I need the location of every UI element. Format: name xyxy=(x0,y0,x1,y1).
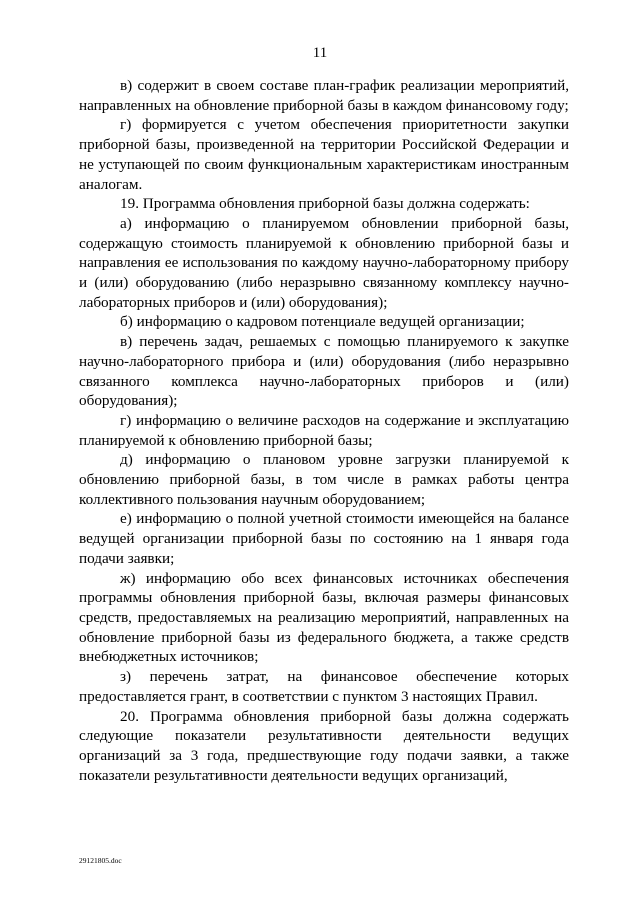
paragraph-19-g: г) информацию о величине расходов на содержание и эксплуатацию планируемой к обновлению приборной базы; xyxy=(79,411,569,449)
paragraph-19-a: а) информацию о планируемом обновлении приборной базы, содержащую стоимость планируемой к обновлению приборной базы и направления ее использования по каждому научно-лабораторному прибору и (или) оборудованию (либо неразрывно связанному комплексу научно-лабораторных приборов и (или) оборудования); xyxy=(79,214,569,311)
paragraph-19-zh: ж) информацию обо всех финансовых источниках обеспечения программы обновления приборной базы, включая размеры финансовых средств, предоставляемых на реализацию мероприятий, направленных на обновление приборной базы из федерального бюджета, а также средств внебюджетных источников; xyxy=(79,569,569,666)
paragraph-19-heading: 19. Программа обновления приборной базы должна содержать: xyxy=(120,195,530,213)
page-number: 11 xyxy=(312,45,328,61)
paragraph-19-v: в) перечень задач, решаемых с помощью планируемого к закупке научно-лабораторного прибора и (или) оборудования (либо неразрывно связанного комплекса научно-лабораторных приборов и (или) оборудования); xyxy=(79,333,569,410)
paragraph-19-b: б) информацию о кадровом потенциале ведущей организации; xyxy=(120,313,525,331)
paragraph-19-e: е) информацию о полной учетной стоимости имеющейся на балансе ведущей организации приборной базы по состоянию на 1 января года подачи заявки; xyxy=(79,510,569,567)
paragraph-v-schedule: в) содержит в своем составе план-график реализации мероприятий, направленных на обновление приборной базы в каждом финансовому году; xyxy=(79,77,569,114)
paragraph-19-z: з) перечень затрат, на финансовое обеспечение которых предоставляется грант, в соответствии с пунктом 3 настоящих Правил. xyxy=(79,668,569,705)
paragraph-g-priority: г) формируется с учетом обеспечения приоритетности закупки приборной базы, произведенной на территории Российской Федерации и не уступающей по своим функциональным характеристикам иностранным аналогам. xyxy=(79,116,569,193)
paragraph-19-d: д) информацию о плановом уровне загрузки планируемой к обновлению приборной базы, в том числе в рамках работы центра коллективного пользования научным оборудованием; xyxy=(79,451,569,508)
document-body xyxy=(79,76,569,785)
paragraph-20: 20. Программа обновления приборной базы должна содержать следующие показатели результативности деятельности ведущих организаций за 3 года, предшествующие году подачи заявки, а также показатели результативности деятельности ведущих организаций, xyxy=(79,707,569,784)
document-file-code: 29121805.doc xyxy=(79,856,122,865)
